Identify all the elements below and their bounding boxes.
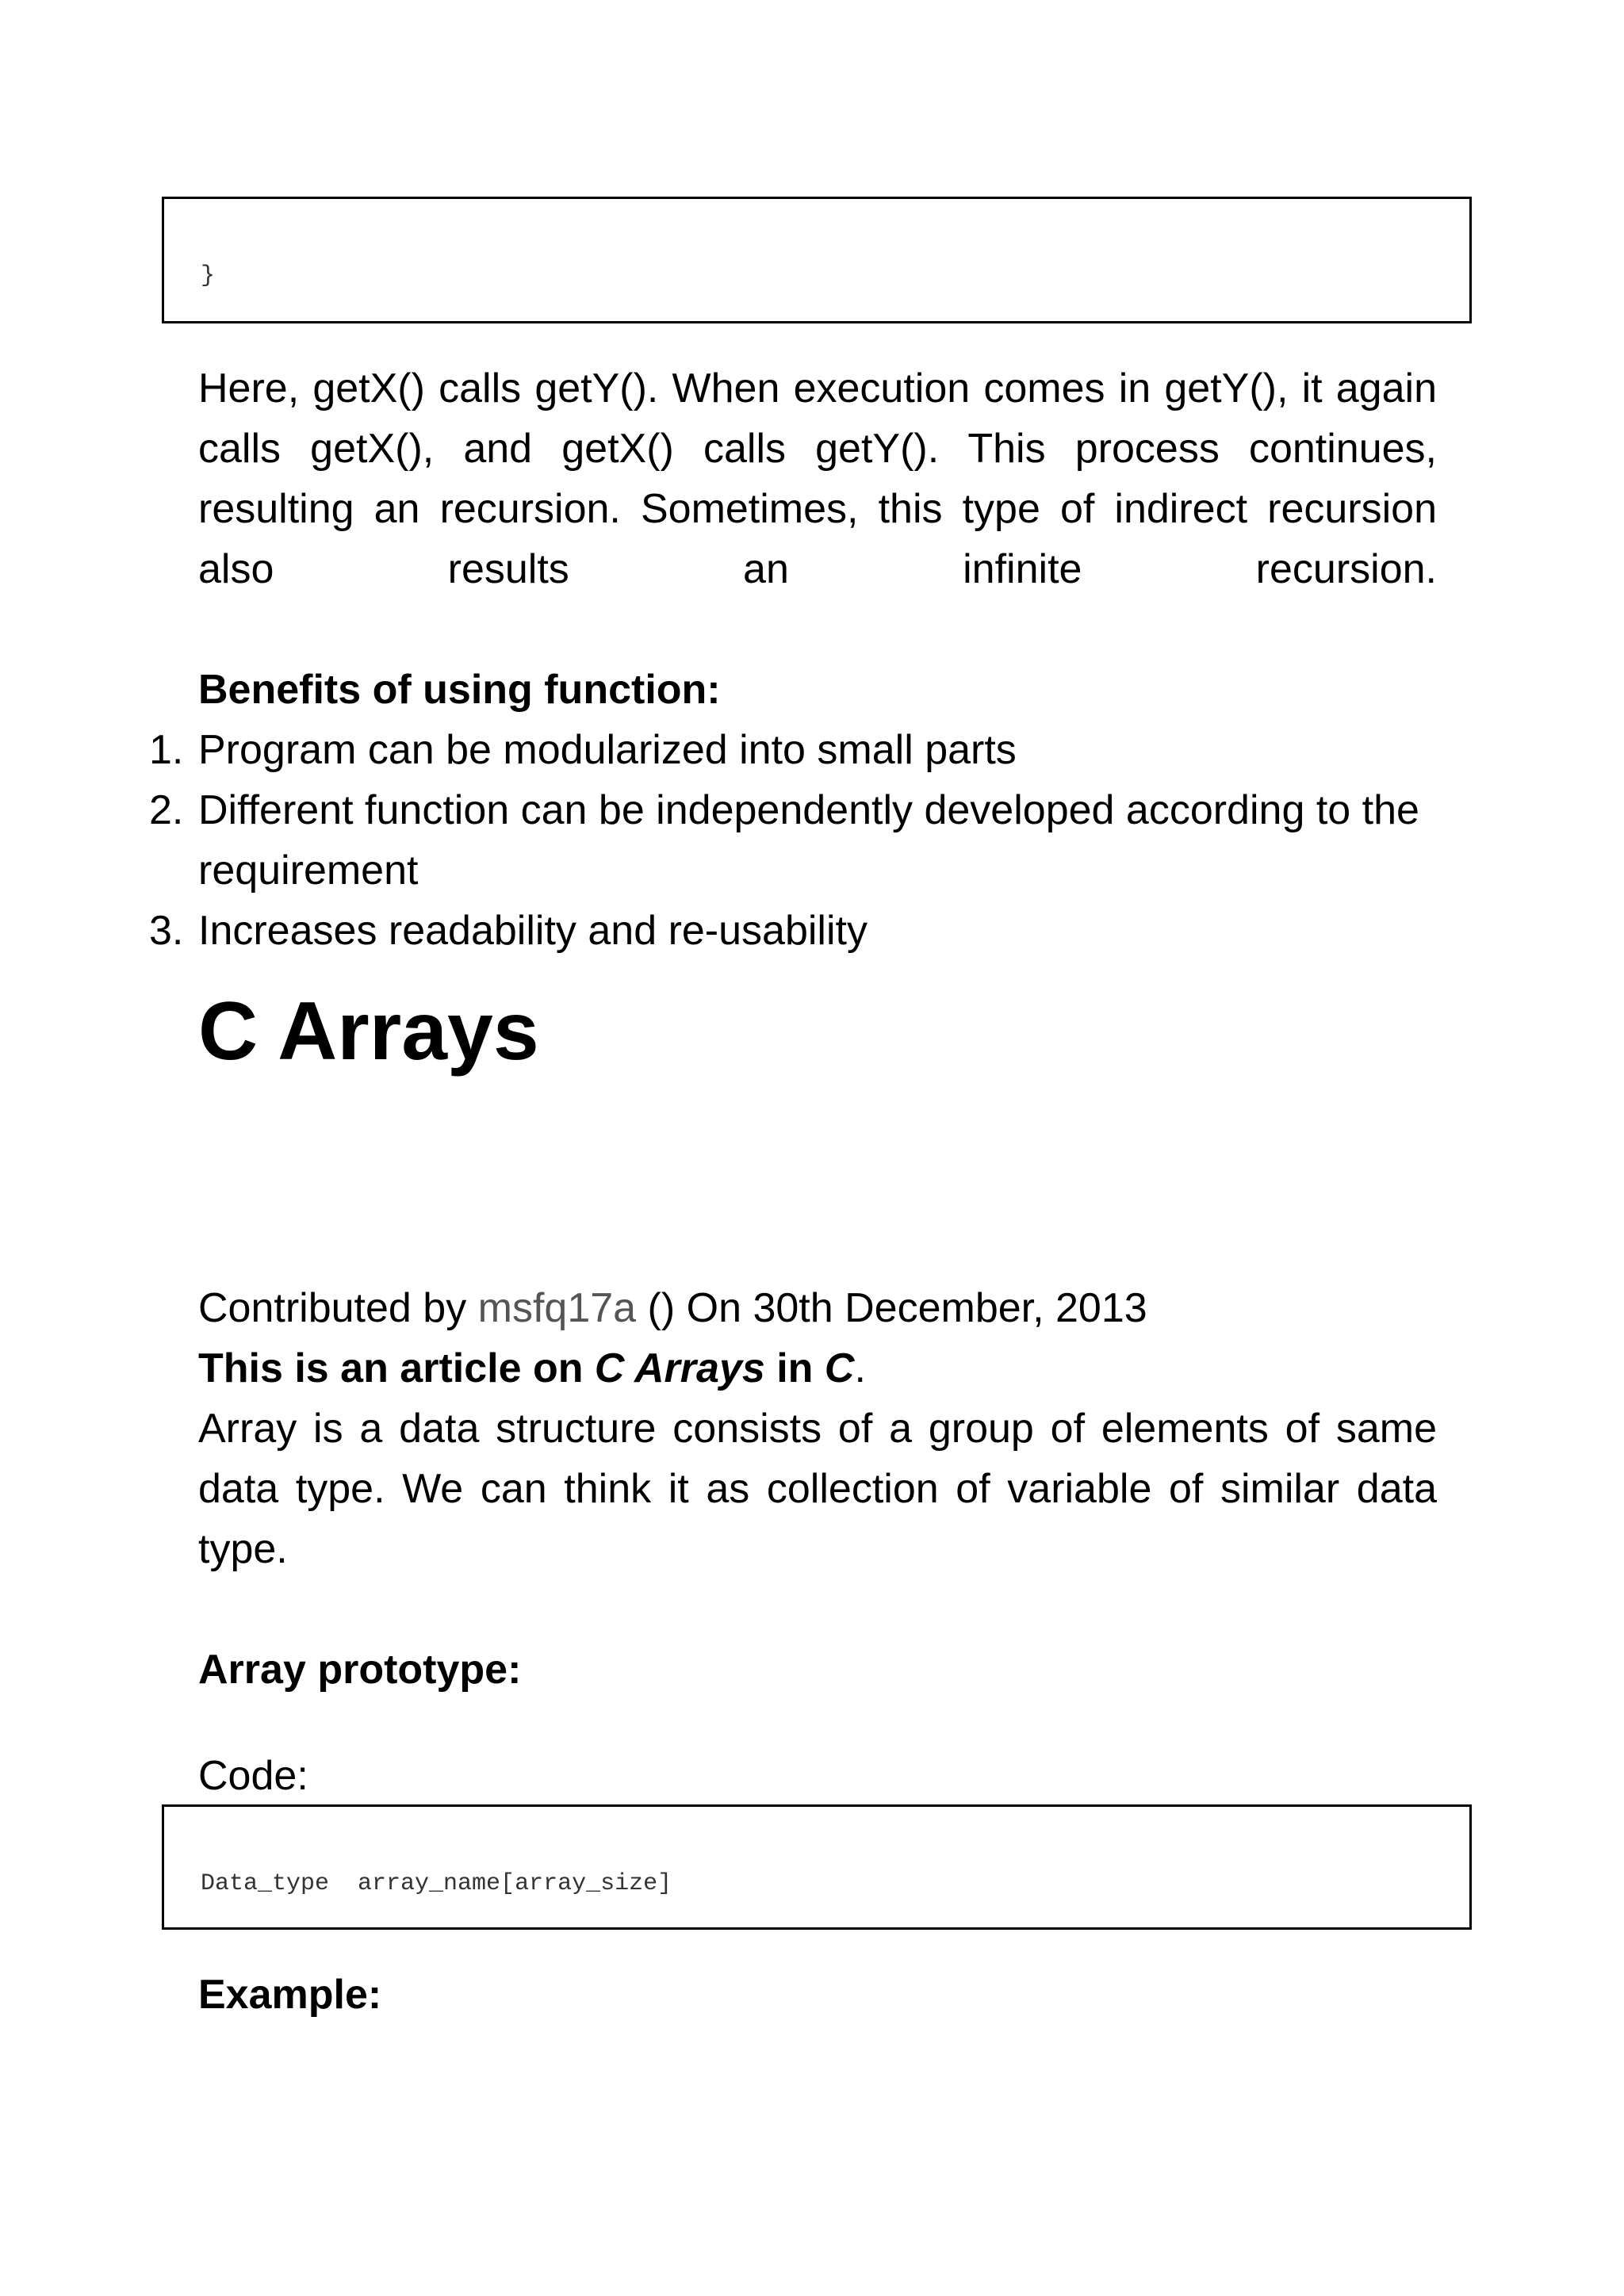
article-end: . bbox=[854, 1345, 866, 1391]
article-prefix: This is an article on bbox=[198, 1345, 595, 1391]
article-lang: C bbox=[824, 1345, 855, 1391]
contributor-line bbox=[198, 1278, 1147, 1338]
list-number: 1. bbox=[149, 727, 184, 773]
code-block-array-prototype bbox=[162, 1804, 1472, 1930]
list-number: 3. bbox=[149, 908, 184, 954]
author-link[interactable]: msfq17a bbox=[477, 1285, 637, 1331]
benefits-heading: Benefits of using function: bbox=[198, 667, 721, 713]
code-line: Data_type array_name[array_size] bbox=[201, 1870, 672, 1897]
article-topic: C Arrays bbox=[594, 1345, 765, 1391]
list-item-text: Different function can be independently developed according to the requirement bbox=[198, 787, 1419, 894]
list-item bbox=[135, 780, 1451, 901]
list-item-text: Increases readability and re-usability bbox=[198, 908, 868, 954]
section-title: C Arrays bbox=[198, 985, 539, 1077]
article-middle: in bbox=[764, 1345, 825, 1391]
contributor-suffix: () On 30th December, 2013 bbox=[636, 1285, 1147, 1331]
code-line: } bbox=[201, 262, 216, 289]
paragraph-array-definition: Array is a data structure consists of a group of elements of same data type. We can think it as collection of variable of similar data type. bbox=[198, 1406, 1437, 1572]
list-item bbox=[135, 720, 1451, 780]
list-item-text: Program can be modularized into small parts bbox=[198, 727, 1017, 773]
paragraph-indirect-recursion: Here, getX() calls getY(). When execution comes in getY(), it again calls getX(), and getX() calls getY(). This process continues, resulting an recursion. Sometimes, this type of indirect recursion also results an infinite recursion. bbox=[198, 365, 1437, 592]
example-heading: Example: bbox=[198, 1972, 382, 2018]
contributor-prefix: Contributed by bbox=[198, 1285, 478, 1331]
article-intro bbox=[198, 1338, 866, 1399]
benefits-list bbox=[135, 720, 1451, 961]
code-block-closing-brace bbox=[162, 197, 1472, 323]
array-prototype-heading: Array prototype: bbox=[198, 1647, 522, 1693]
code-label: Code: bbox=[198, 1753, 308, 1799]
list-item bbox=[135, 901, 1451, 961]
list-number: 2. bbox=[149, 787, 184, 833]
